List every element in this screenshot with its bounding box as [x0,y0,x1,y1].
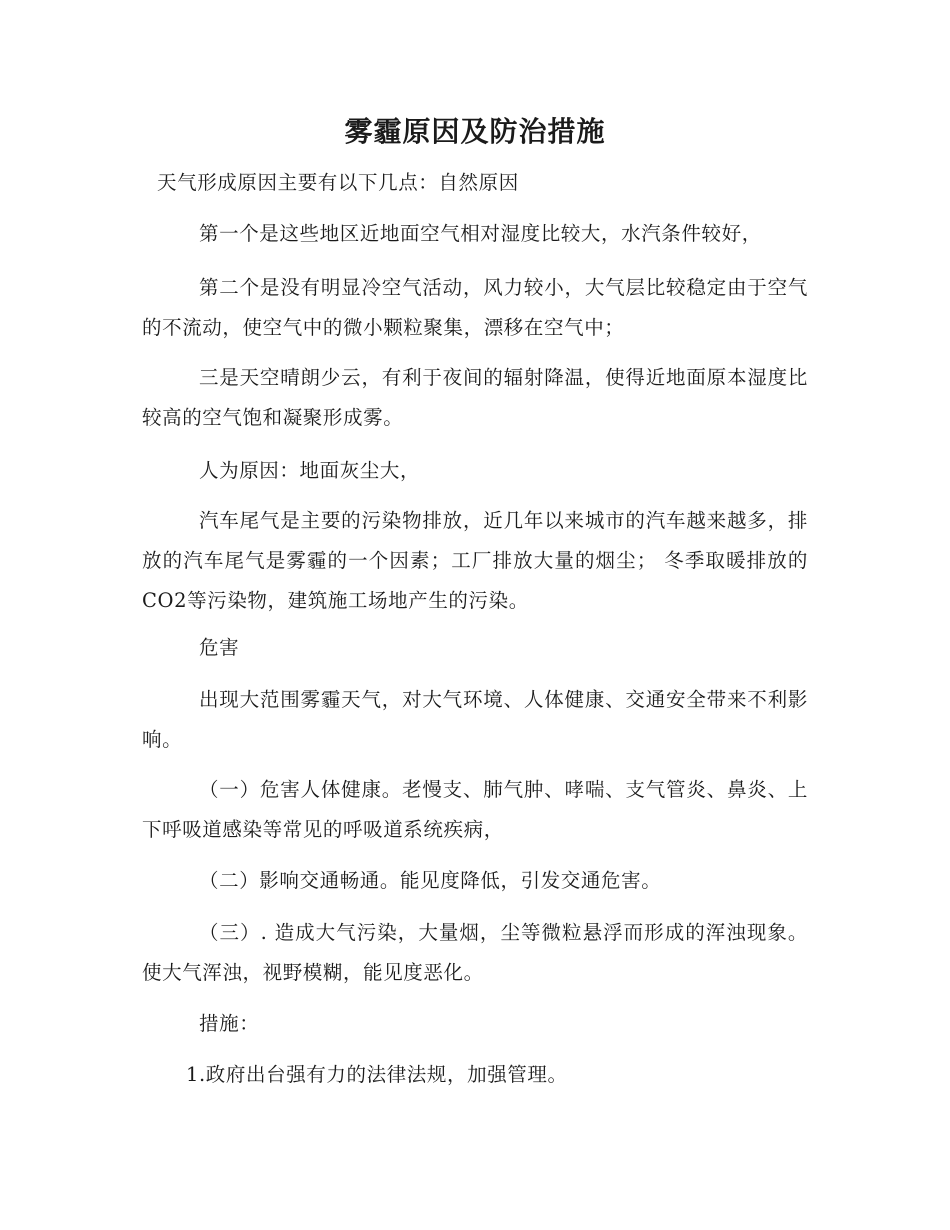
paragraph-hazard-pollution: （三）. 造成大气污染，大量烟，尘等微粒悬浮而形成的浑浊现象。使大气浑浊，视野模糊，能见度恶化。 [142,921,808,984]
document-title: 雾霾原因及防治措施 [344,115,606,148]
paragraph-hazard-health: （一）危害人体健康。老慢支、肺气肿、哮喘、支气管炎、鼻炎、上下呼吸道感染等常见的呼吸道系统疾病， [142,778,808,841]
list-item-measure-1: 1.政府出台强有力的法律法规，加强管理。 [186,1063,568,1086]
paragraph-humidity: 第一个是这些地区近地面空气相对湿度比较大，水汽条件较好， [199,222,762,245]
paragraph-clear-sky: 三是天空晴朗少云，有利于夜间的辐射降温，使得近地面原本湿度比较高的空气饱和凝聚形成雾。 [142,366,808,429]
paragraph-hazards-intro: 出现大范围雾霾天气，对大气环境、人体健康、交通安全带来不利影响。 [142,688,808,751]
paragraph-hazard-traffic: （二）影响交通畅通。能见度降低，引发交通危害。 [199,869,662,892]
heading-measures: 措施： [199,1012,260,1035]
paragraph-vehicle-exhaust: 汽车尾气是主要的污染物排放，近几年以来城市的汽车越来越多，排放的汽车尾气是雾霾的一个因素；工厂排放大量的烟尘； 冬季取暖排放的CO2等污染物，建筑施工场地产生的污染。 [142,509,808,612]
paragraph-no-cold-air: 第二个是没有明显冷空气活动，风力较小，大气层比较稳定由于空气的不流动，使空气中的微小颗粒聚集，漂移在空气中； [142,276,808,339]
paragraph-natural-causes-intro: 天气形成原因主要有以下几点：自然原因 [157,171,519,194]
heading-hazards: 危害 [199,636,240,659]
paragraph-human-causes: 人为原因：地面灰尘大， [199,459,421,482]
